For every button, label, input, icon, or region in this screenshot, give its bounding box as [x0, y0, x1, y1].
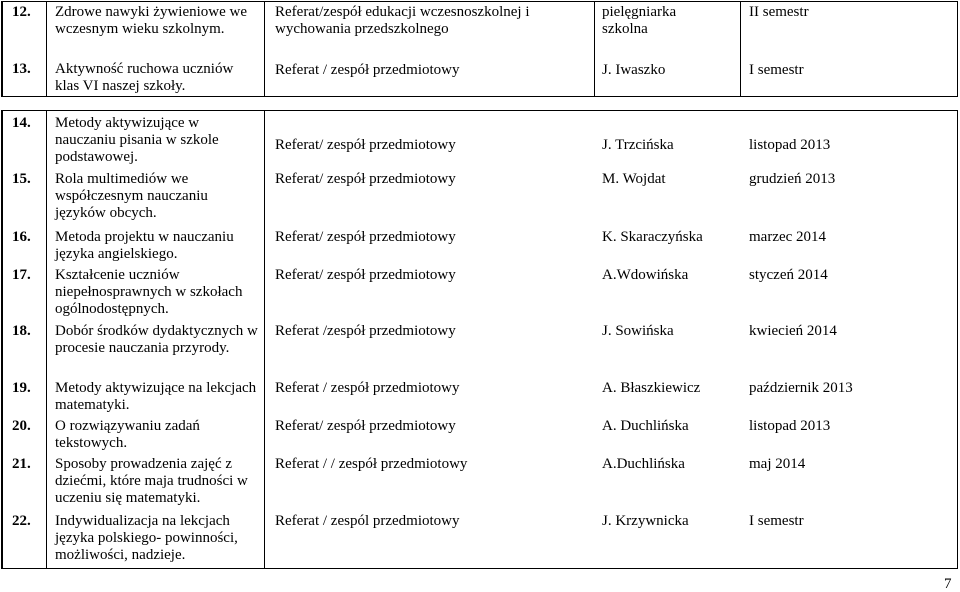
column-divider	[46, 2, 47, 96]
row-time: listopad 2013	[749, 418, 831, 434]
row-topic: O rozwiązywaniu zadań tekstowych.	[55, 418, 200, 451]
row-responsible: Referat / zespól przedmiotowy	[275, 513, 460, 529]
row-responsible: Referat/ zespół przedmiotowy	[275, 171, 456, 187]
row-topic: Metody aktywizujące w nauczaniu pisania w szkole podstawowej.	[55, 115, 219, 165]
column-divider	[264, 111, 265, 568]
column-divider	[2, 2, 3, 96]
page-number: 7	[944, 576, 952, 592]
row-responsible: Referat/ zespół przedmiotowy	[275, 418, 456, 434]
row-number: 14.	[12, 115, 31, 131]
row-topic: Indywidualizacja na lekcjach języka polskiego- powinności, możliwości, nadzieje.	[55, 513, 238, 563]
row-person: K. Skaraczyńska	[602, 229, 703, 245]
row-number: 16.	[12, 229, 31, 245]
column-divider	[264, 2, 265, 96]
row-number: 21.	[12, 456, 31, 472]
column-divider	[46, 111, 47, 568]
row-number: 17.	[12, 267, 31, 283]
column-divider	[594, 2, 595, 96]
row-time: maj 2014	[749, 456, 806, 472]
row-person: A. Błaszkiewicz	[602, 380, 701, 396]
row-topic: Aktywność ruchowa uczniów klas VI naszej szkoły.	[55, 61, 234, 94]
row-person: M. Wojdat	[602, 171, 666, 187]
row-topic: Metoda projektu w nauczaniu języka angielskiego.	[55, 229, 234, 262]
row-time: kwiecień 2014	[749, 323, 837, 339]
row-person: J. Trzcińska	[602, 137, 674, 153]
row-number: 20.	[12, 418, 31, 434]
plan-table-main	[1, 110, 958, 569]
row-number: 15.	[12, 171, 31, 187]
row-time: I semestr	[749, 513, 804, 529]
row-responsible: Referat / / zespół przedmiotowy	[275, 456, 468, 472]
row-time: październik 2013	[749, 380, 853, 396]
column-divider	[2, 111, 3, 568]
row-time: styczeń 2014	[749, 267, 828, 283]
row-topic: Zdrowe nawyki żywieniowe we wczesnym wieku szkolnym.	[55, 4, 248, 37]
row-time: I semestr	[749, 62, 804, 78]
column-divider	[740, 2, 741, 96]
row-topic: Metody aktywizujące na lekcjach matematyki.	[55, 380, 257, 413]
plan-table-top	[1, 1, 958, 97]
row-number: 19.	[12, 380, 31, 396]
row-person: J. Iwaszko	[602, 62, 666, 78]
row-topic: Kształcenie uczniów niepełnosprawnych w szkołach ogólnodostępnych.	[55, 267, 243, 317]
row-number: 12.	[12, 4, 31, 20]
row-person: pielęgniarka szkolna	[602, 4, 677, 37]
row-topic: Rola multimediów we współczesnym nauczaniu języków obcych.	[55, 171, 208, 221]
row-responsible: Referat/zespół edukacji wczesnoszkolnej i wychowania przedszkolnego	[275, 4, 530, 37]
row-responsible: Referat / zespół przedmiotowy	[275, 380, 460, 396]
row-number: 22.	[12, 513, 31, 529]
row-time: marzec 2014	[749, 229, 827, 245]
row-responsible: Referat/ zespół przedmiotowy	[275, 137, 456, 153]
row-responsible: Referat / zespół przedmiotowy	[275, 62, 460, 78]
row-number: 13.	[12, 61, 31, 77]
row-topic: Sposoby prowadzenia zajęć z dziećmi, które maja trudności w uczeniu się matematyki.	[55, 456, 248, 506]
row-person: A.Wdowińska	[602, 267, 689, 283]
row-responsible: Referat/ zespół przedmiotowy	[275, 229, 456, 245]
row-responsible: Referat /zespół przedmiotowy	[275, 323, 456, 339]
row-time: listopad 2013	[749, 137, 831, 153]
row-time: II semestr	[749, 4, 809, 20]
row-topic: Dobór środków dydaktycznych w procesie nauczania przyrody.	[55, 323, 258, 356]
row-person: J. Sowińska	[602, 323, 674, 339]
row-person: J. Krzywnicka	[602, 513, 689, 529]
row-number: 18.	[12, 323, 31, 339]
row-person: A. Duchlińska	[602, 418, 689, 434]
row-responsible: Referat/ zespół przedmiotowy	[275, 267, 456, 283]
row-person: A.Duchlińska	[602, 456, 685, 472]
row-time: grudzień 2013	[749, 171, 836, 187]
